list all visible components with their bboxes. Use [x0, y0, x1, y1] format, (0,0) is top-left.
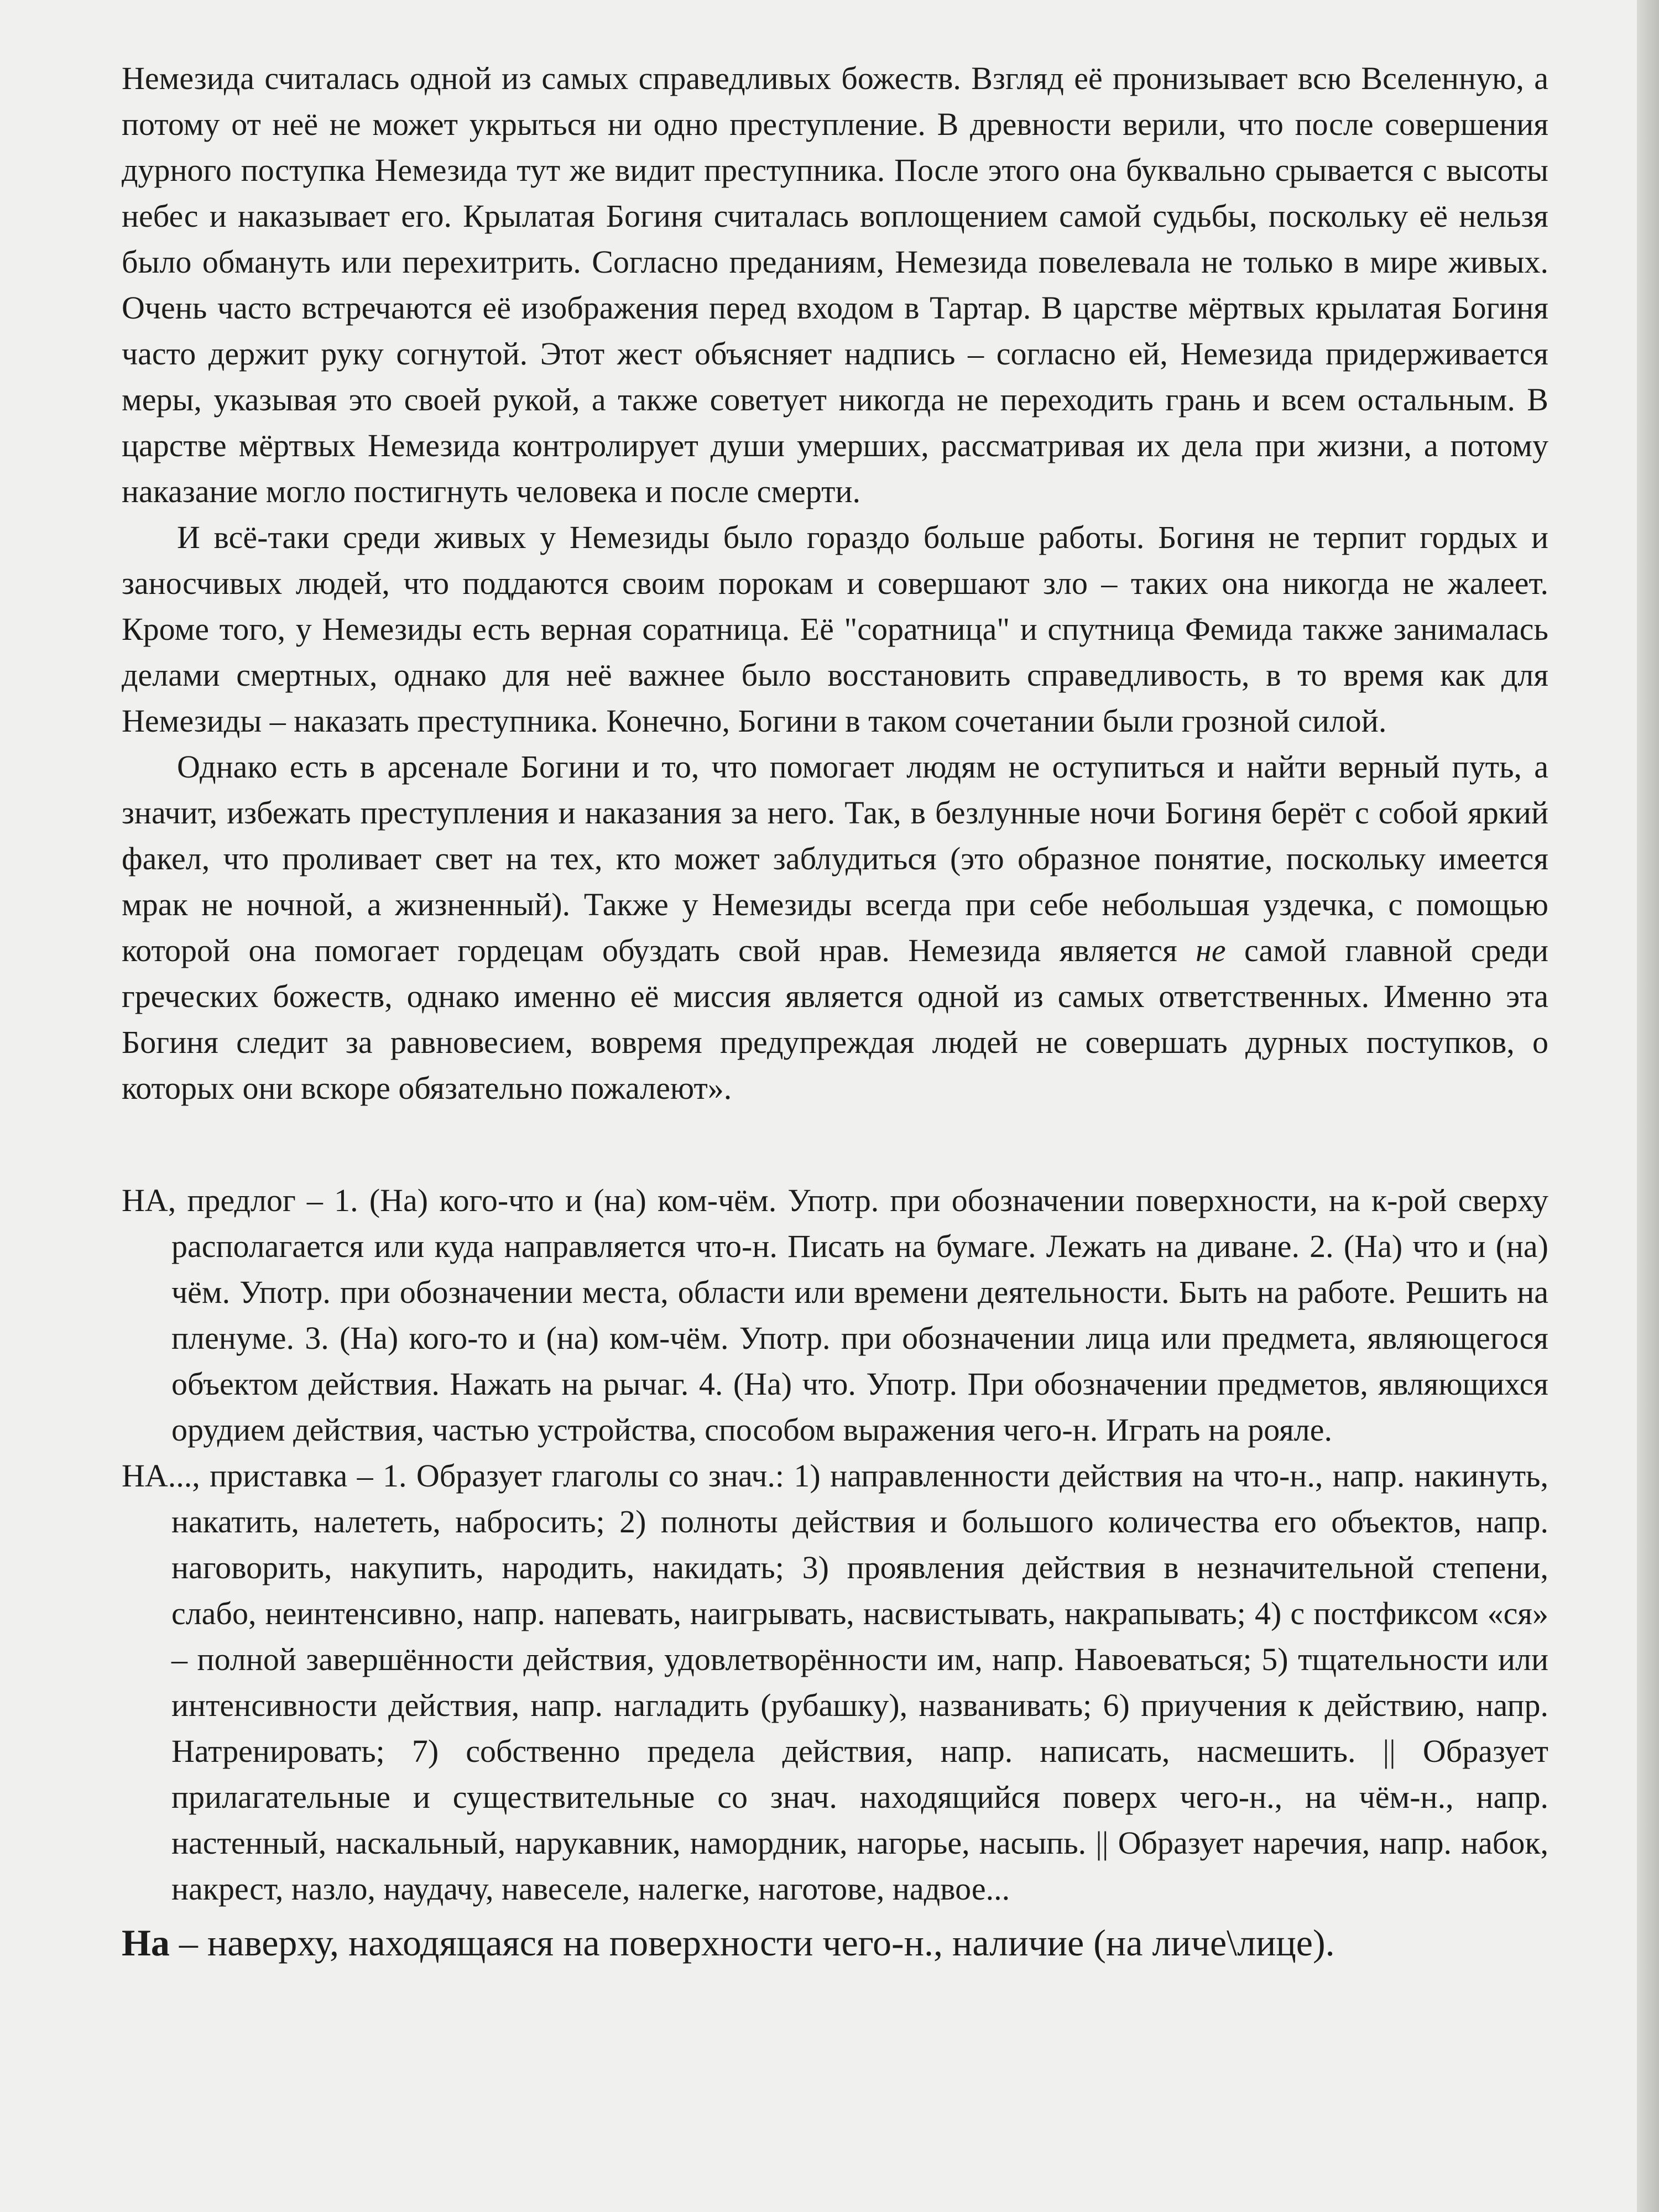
paragraph-2: И всё-таки среди живых у Немезиды было гораздо больше работы. Богиня не терпит гордых и заносчивых людей, что поддаются своим порокам и совершают зло – таких она никогда не жалеет. Кроме того, у Немезиды есть верная соратница. Её "соратница" и спутница Фемида также занималась делами смертных, однако для неё важнее было восстановить справедливость, в то время как для Немезиды – наказать преступника. Конечно, Богини в таком сочетании были грозной силой. [122, 519, 1548, 739]
paragraph-1: Немезида считалась одной из самых справедливых божеств. Взгляд её пронизывает всю Вселенную, а потому от неё не может укрыться ни одно преступление. В древности верили, что после совершения дурного поступка Немезида тут же видит преступника. После этого она буквально срывается с высоты небес и наказывает его. Крылатая Богиня считалась воплощением самой судьбы, поскольку её нельзя было обмануть или перехитрить. Согласно преданиям, Немезида повелевала не только в мире живых. Очень часто встречаются её изображения перед входом в Тартар. В царстве мёртвых крылатая Богиня часто держит руку согнутой. Этот жест объясняет надпись – согласно ей, Немезида придерживается меры, указывая это своей рукой, а также советует никогда не переходить грань и всем остальным. В царстве мёртвых Немезида контролирует души умерших, рассматривая их дела при жизни, а потому наказание могло постигнуть человека и после смерти. [122, 60, 1548, 509]
paragraph-3-part-2: самой главной среди греческих божеств, однако именно её миссия является одной из самых ответственных. Именно эта Богиня следит за равновесием, вовремя предупреждая людей не совершать дурных поступков, о которых они вскоре обязательно пожалеют». [122, 932, 1549, 1106]
paragraph-3-emphasis: не [1196, 932, 1226, 968]
section-gap [122, 1111, 1548, 1177]
page-text-block [122, 55, 1548, 1969]
definition-headword: На [122, 1922, 170, 1964]
handwritten-style-definition [122, 1916, 1548, 1969]
dictionary-entry-na-preposition: НА, предлог – 1. (На) кого-что и (на) ком-чём. Употр. при обозначении поверхности, на к-рой сверху располагается или куда направляется что-н. Писать на бумаге. Лежать на диване. 2. (На) что и (на) чём. Употр. при обозначении места, области или времени деятельности. Быть на работе. Решить на пленуме. 3. (На) кого-то и (на) ком-чём. Употр. при обозначении лица или предмета, являющегося объектом действия. Нажать на рычаг. 4. (На) что. Употр. При обозначении предметов, являющихся орудием действия, частью устройства, способом выражения чего-н. Играть на рояле. [122, 1182, 1548, 1448]
paragraph-3-part-1: Однако есть в арсенале Богини и то, что помогает людям не оступиться и найти верный путь, а значит, избежать преступления и наказания за него. Так, в безлунные ночи Богиня берёт с собой яркий факел, что проливает свет на тех, кто может заблудиться (это образное понятие, поскольку имеется мрак не ночной, а жизненный). Также у Немезиды всегда при себе небольшая уздечка, с помощью которой она помогает гордецам обуздать свой нрав. Немезида является [122, 749, 1548, 968]
dictionary-entry-na-prefix: НА..., приставка – 1. Образует глаголы со знач.: 1) направленности действия на что-н., напр. накинуть, накатить, налететь, набросить; 2) полноты действия и большого количества его объектов, напр. наговорить, накупить, народить, накидать; 3) проявления действия в незначительной степени, слабо, неинтенсивно, напр. напевать, наигрывать, насвистывать, накрапывать; 4) с постфиксом «ся» – полной завершённости действия, удовлетворённости им, напр. Навоеваться; 5) тщательности или интенсивности действия, напр. нагладить (рубашку), названивать; 6) приучения к действию, напр. Натренировать; 7) собственно предела действия, напр. написать, насмешить. || Образует прилагательные и существительные со знач. находящийся поверх чего-н., на чём-н., напр. настенный, наскальный, нарукавник, намордник, нагорье, насыпь. || Образует наречия, напр. набок, накрест, назло, наудачу, навеселе, налегке, наготове, надвое... [122, 1458, 1548, 1907]
paragraph-3 [122, 744, 1548, 1111]
definition-text: – наверху, находящаяся на поверхности чего-н., наличие (на личе\лице). [169, 1922, 1335, 1964]
page-edge-shadow [1637, 0, 1659, 2212]
